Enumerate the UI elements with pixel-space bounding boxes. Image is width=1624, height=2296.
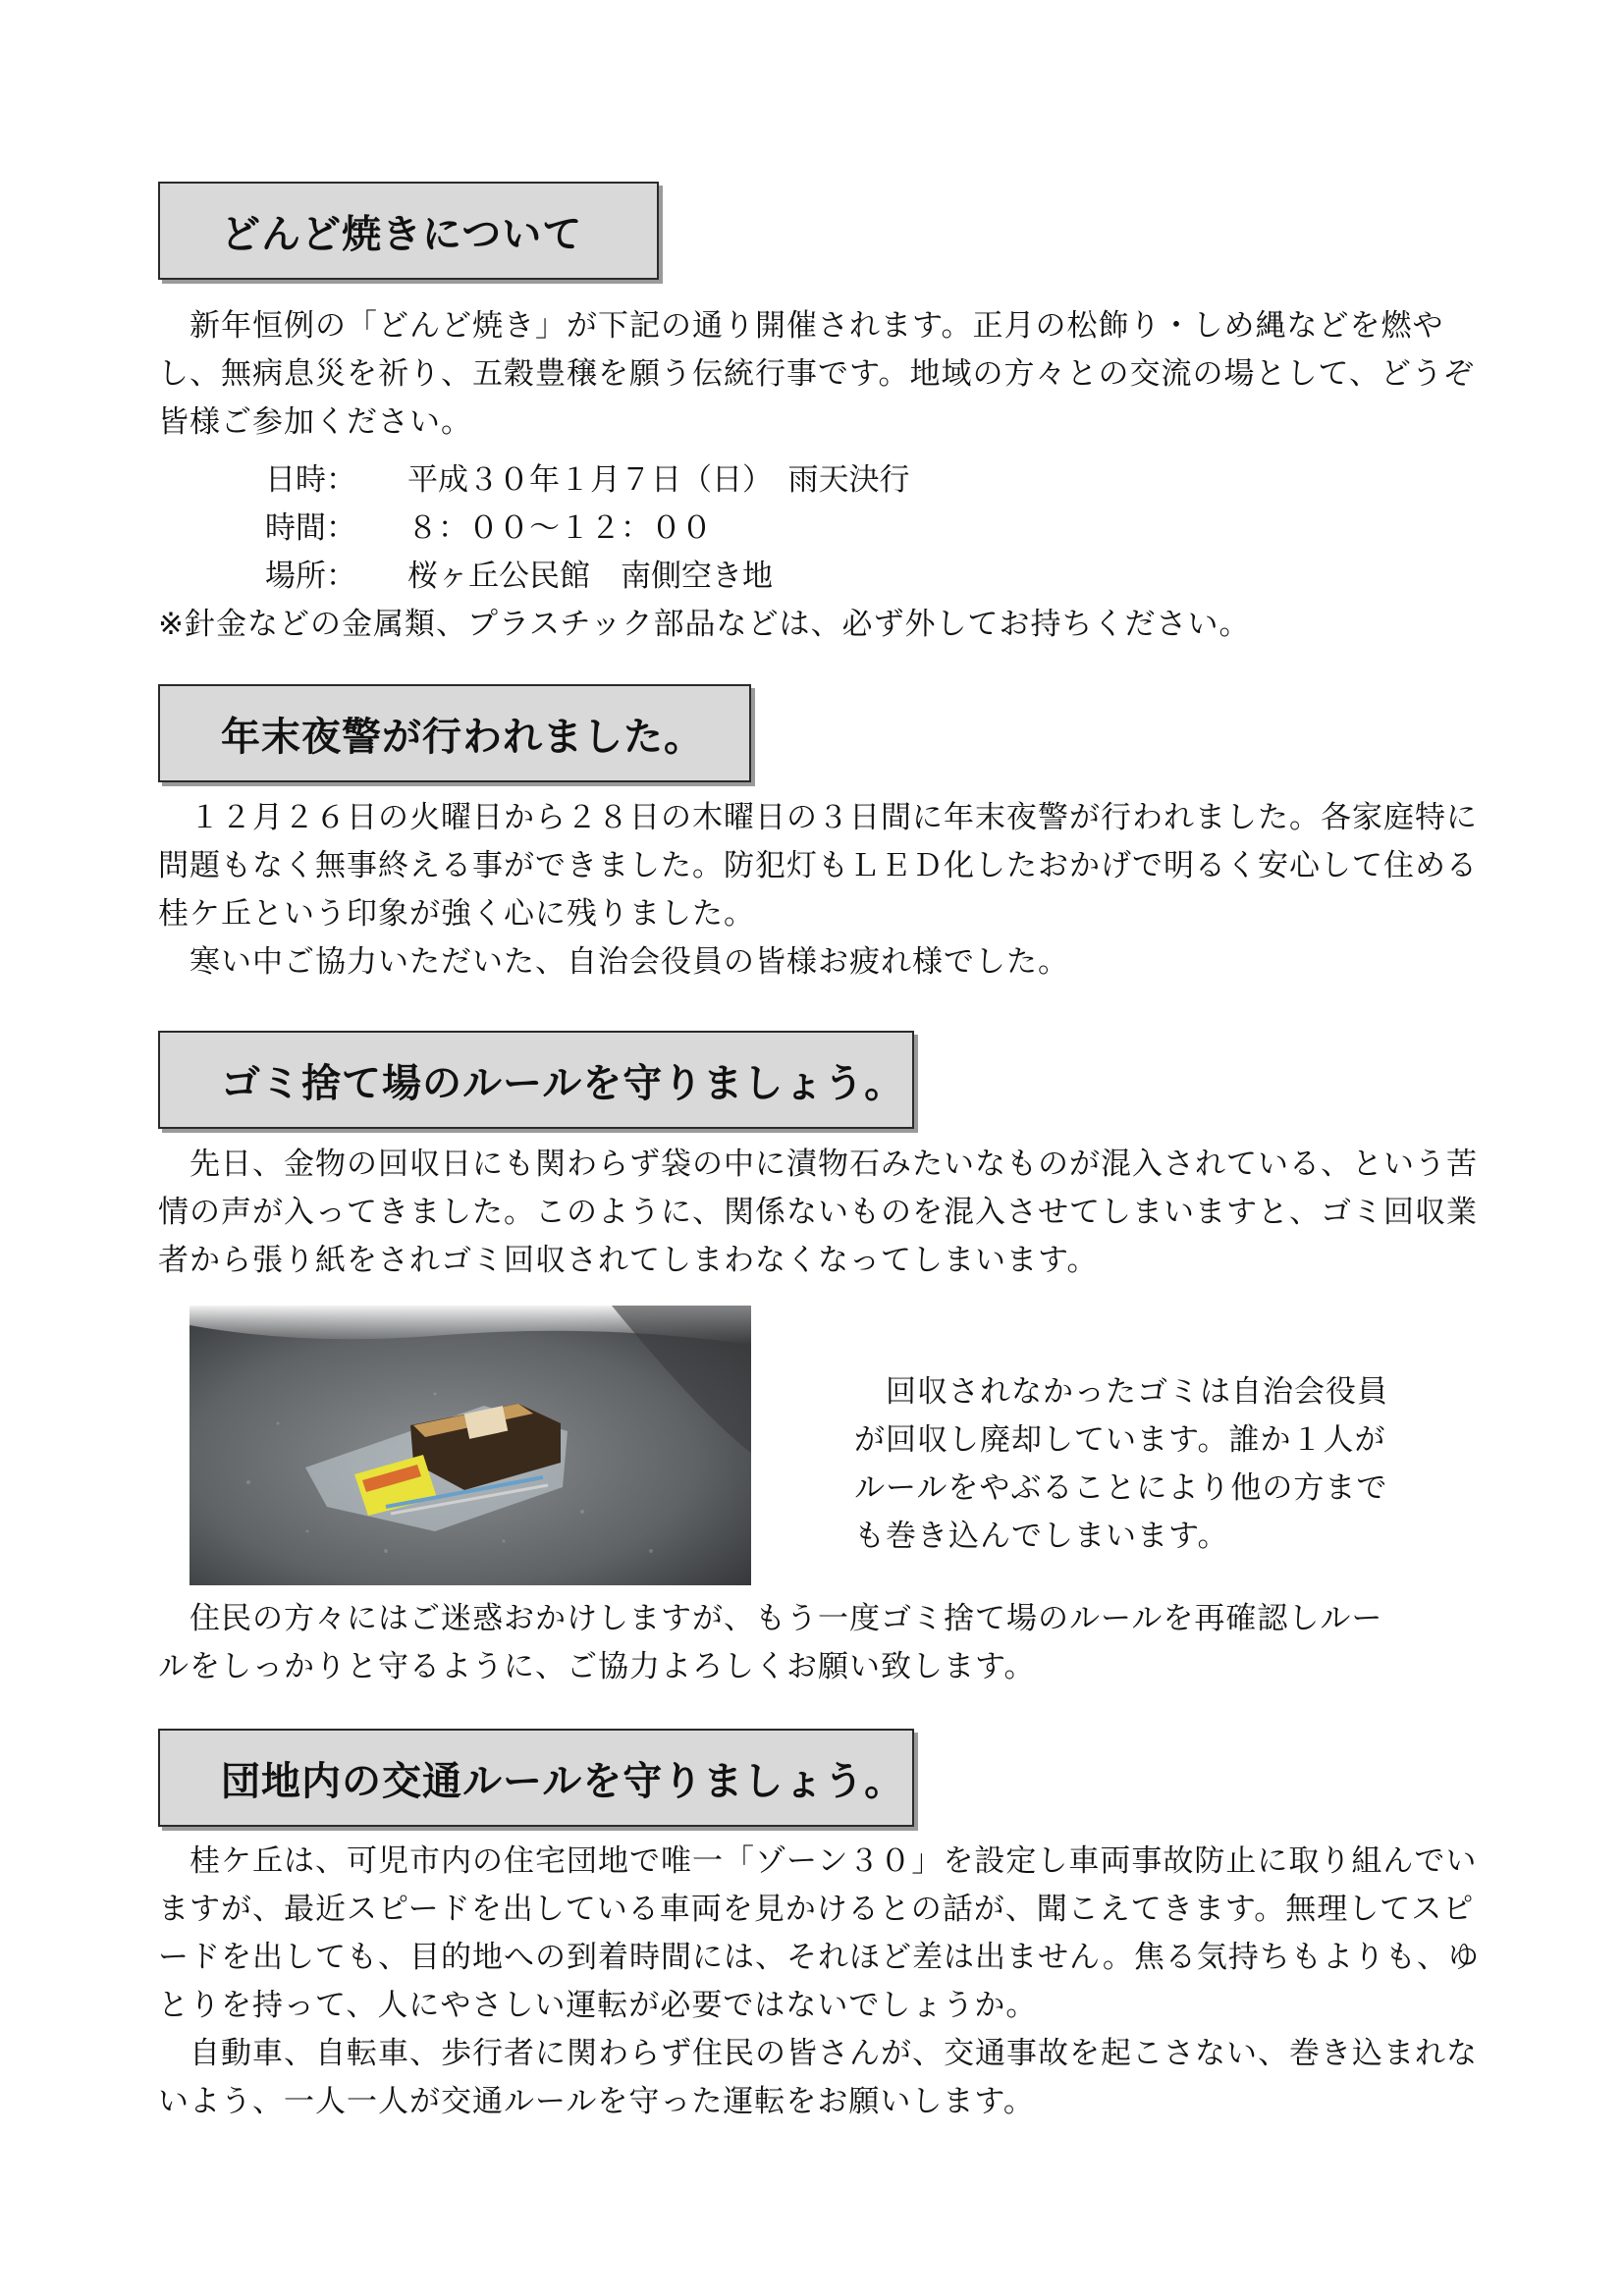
section-body-garbage-rules: 先日、金物の回収日にも関わらず袋の中に漬物石みたいなものが混入されている、という苦情の声が入ってきました。このように、関係ないものを混入させてしまいますと、ゴミ回収業者から張り紙をされゴミ回収されてしまわなくなってしまいます。 <box>158 1147 1478 1278</box>
section-body-year-end-patrol: １２月２６日の火曜日から２８日の木曜日の３日間に年末夜警が行われました。各家庭特に問題もなく無事終える事ができました。防犯灯もＬＥＤ化したおかげで明るく安心して住める桂ケ丘という印象が強く心に残りました。 寒い中ご協力いただいた、自治会役員の皆様お疲れ様でした。 <box>158 800 1478 980</box>
event-place-label: 場所： <box>265 559 356 594</box>
event-time-row <box>265 505 712 553</box>
event-place-value: 桜ヶ丘公民館 南側空き地 <box>407 559 773 594</box>
event-date-label: 日時： <box>265 462 356 498</box>
event-date-row <box>265 456 910 505</box>
event-date-value: 平成３０年１月７日（日） 雨天決行 <box>407 462 910 498</box>
section-heading-traffic-rules: 団地内の交通ルールを守りましょう。 <box>158 1729 914 1827</box>
uncollected-garbage-note <box>854 1368 1404 1561</box>
section-heading-year-end-patrol: 年末夜警が行われました。 <box>158 684 751 782</box>
section-note-dondo-yaki: ※針金などの金属類、プラスチック部品などは、必ず外してお持ちください。 <box>158 607 1251 642</box>
section-body-traffic-rules: 桂ケ丘は、可児市内の住宅団地で唯一「ゾーン３０」を設定し車両事故防止に取り組んでいますが、最近スピードを出している車両を見かけるとの話が、聞こえてきます。無理してスピードを出しても、目的地への到着時間には、それほど差は出ません。焦る気持ちもよりも、ゆとりを持って、人にやさしい運転が必要ではないでしょうか。 自動車、自転車、歩行者に関わらず住民の皆さんが、交通事故を起こさない、巻き込まれないよう、一人一人が交通ルールを守った運転をお願いします。 <box>158 1843 1480 2119</box>
event-time-value: ８：００～１２：００ <box>407 510 712 546</box>
event-time-label: 時間： <box>265 510 356 546</box>
section-heading-dondo-yaki: どんど焼きについて <box>158 182 659 280</box>
section-closing-garbage-rules: 住民の方々にはご迷惑おかけしますが、もう一度ゴミ捨て場のルールを再確認しルールをしっかりと守るように、ご協力よろしくお願い致します。 <box>158 1601 1383 1684</box>
section-body-dondo-yaki: 新年恒例の「どんど焼き」が下記の通り開催されます。正月の松飾り・しめ縄などを燃やし、無病息災を祈り、五穀豊穣を願う伝統行事です。地域の方々との交流の場として、どうぞ皆様ご参加ください。 <box>158 308 1475 440</box>
uncollected-garbage-text: 回収されなかったゴミは自治会役員が回収し廃却しています。誰か１人がルールをやぶることにより他の方までも巻き込んでしまいます。 <box>854 1374 1388 1554</box>
section-heading-garbage-rules: ゴミ捨て場のルールを守りましょう。 <box>158 1031 914 1129</box>
event-place-row <box>265 553 773 601</box>
garbage-bag-photo <box>189 1306 751 1585</box>
